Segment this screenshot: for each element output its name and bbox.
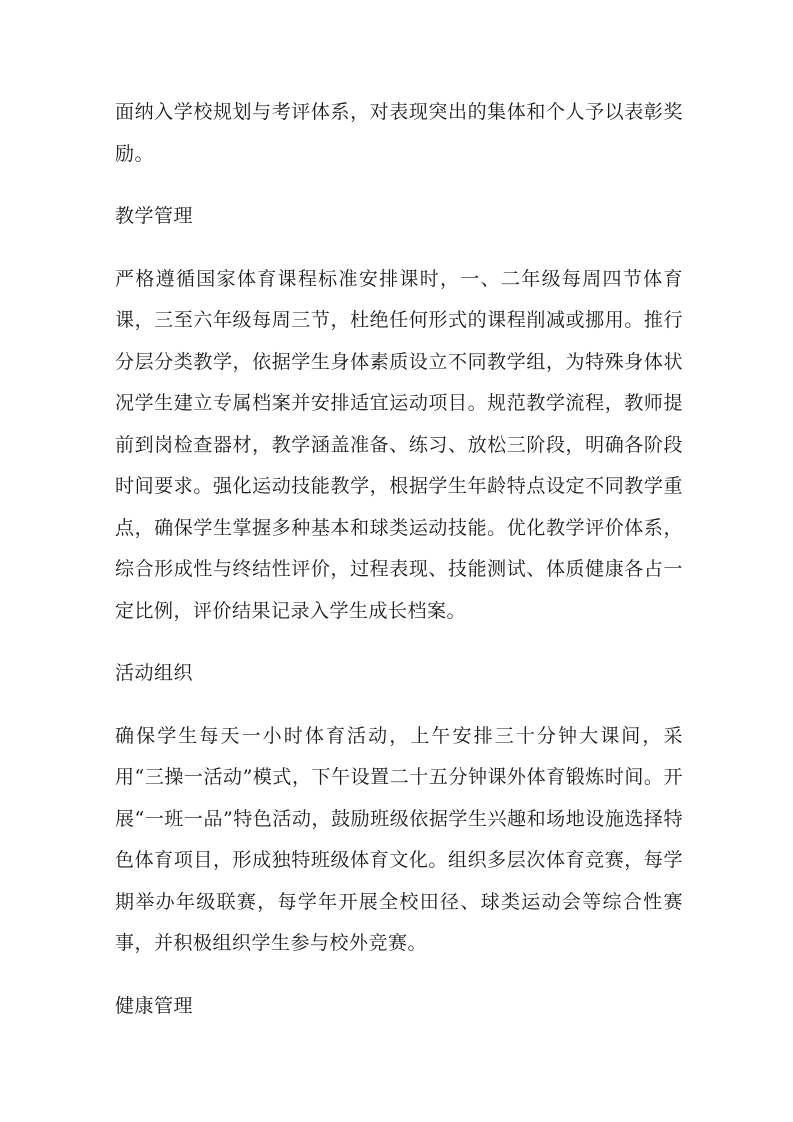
spacer [115,238,683,259]
teaching-management-heading: 教学管理 [115,205,194,227]
spacer [115,965,683,986]
health-management-heading: 健康管理 [115,994,194,1017]
activity-organization-heading: 活动组织 [115,662,194,684]
activity-organization-paragraph: 确保学生每天一小时体育活动，上午安排三十分钟大课间，采用“三操一活动”模式，下午设置二十五分钟课外体育锻炼时间。开展“一班一品”特色活动，鼓励班级依据学生兴趣和场地设施选择特色体育项目，形成独特班级体育文化。组织多层次体育竞赛，每学期举办年级联赛，每学年开展全校田径、球类运动会等综合性赛事，并积极组织学生参与校外竞赛。 [115,724,683,954]
spacer [115,632,683,653]
spacer [115,695,683,716]
teaching-management-paragraph: 严格遵循国家体育课程标准安排课时，一、二年级每周四节体育课，三至六年级每周三节，杜绝任何形式的课程削减或挪用。推行分层分类教学，依据学生身体素质设立不同教学组，为特殊身体状况学生建立专属档案并安排适宜运动项目。规范教学流程，教师提前到岗检查器材，教学涵盖准备、练习、放松三阶段，明确各阶段时间要求。强化运动技能教学，根据学生年龄特点设定不同教学重点，确保学生掌握多种基本和球类运动技能。优化教学评价体系，综合形成性与终结性评价，过程表现、技能测试、体质健康各占一定比例，评价结果记录入学生成长档案。 [115,267,683,622]
intro-tail-paragraph: 面纳入学校规划与考评体系，对表现突出的集体和个人予以表彰奖励。 [115,101,683,165]
spacer [115,175,683,196]
